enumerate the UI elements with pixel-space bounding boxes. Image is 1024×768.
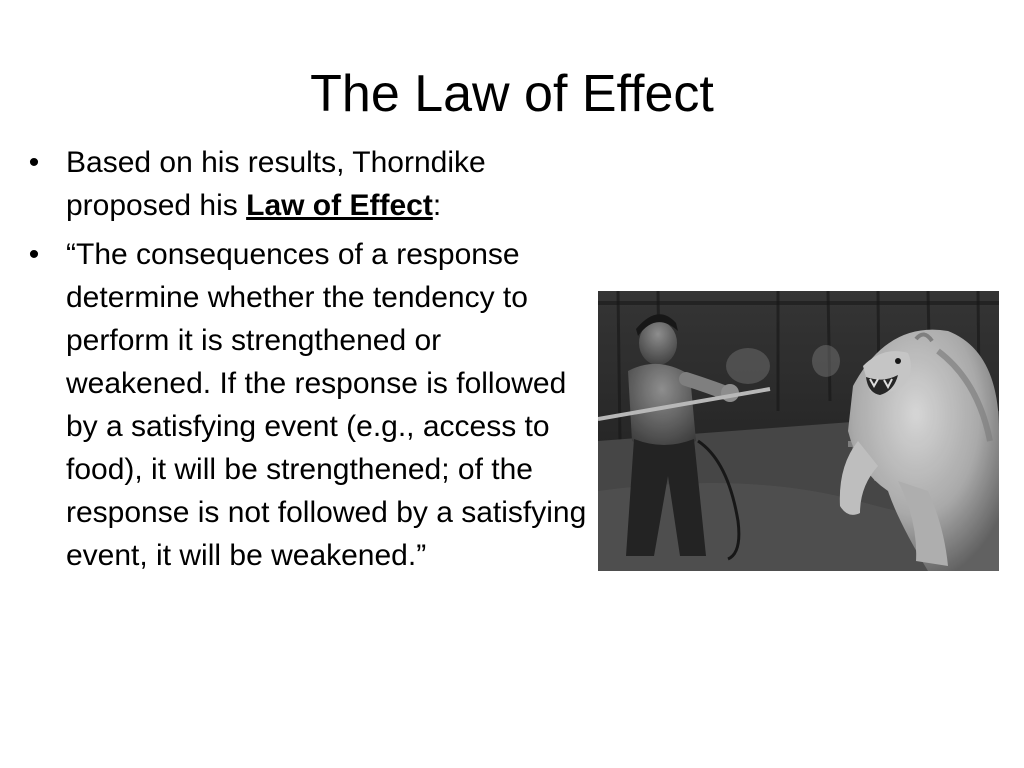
bullet-text-prefix: Based on his results, Thorndike proposed his [66,146,486,222]
slide-title: The Law of Effect [310,65,714,123]
lion-tamer-photo-illustration [598,291,999,571]
bullet-list [24,141,594,583]
bullet-item-quote [24,233,594,577]
bullet-text-suffix: : [432,189,442,222]
bullet-icon: • [28,238,40,271]
lion-tamer-photo [598,291,999,571]
bullet-icon: • [28,146,40,179]
law-of-effect-term: Law of Effect [246,189,433,222]
bullet-text-quote: “The consequences of a response determine whether the tendency to perform it is strengthened or weakened. If the response is followed by a satisfying event (e.g., access to food), it will be strengthened; of the response is not followed by a satisfying event, it will be weakened.” [66,238,587,572]
bullet-item-thorndike [24,141,594,227]
